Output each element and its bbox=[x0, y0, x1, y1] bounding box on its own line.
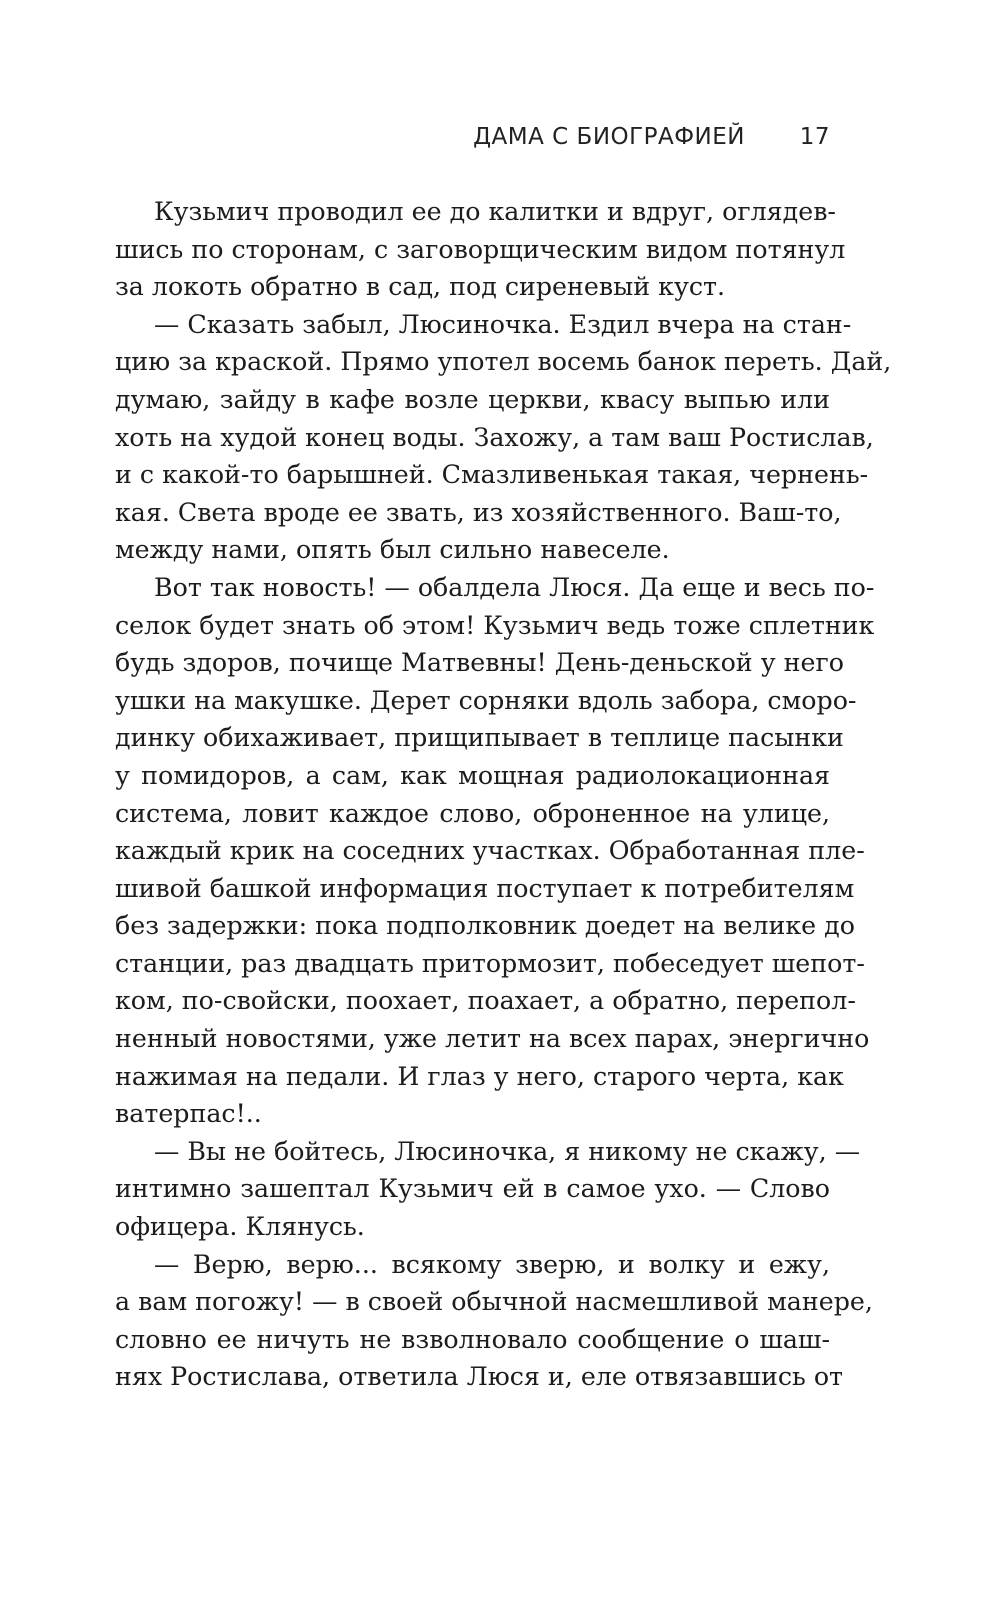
page-number: 17 bbox=[799, 124, 830, 150]
text-line: хоть на худой конец воды. Захожу, а там ваш Ростислав, bbox=[115, 422, 874, 452]
text-line: — Сказать забыл, Люсиночка. Ездил вчера на стан- bbox=[154, 309, 852, 339]
text-line: офицера. Клянусь. bbox=[115, 1212, 365, 1242]
text-line: селок будет знать об этом! Кузьмич ведь тоже сплетник bbox=[115, 610, 875, 640]
text-line: станции, раз двадцать притормозит, побеседует шепот- bbox=[115, 948, 865, 978]
text-line: ушки на макушке. Дерет сорняки вдоль забора, сморо- bbox=[115, 685, 857, 715]
text-line: ком, по-свойски, поохает, поахает, а обратно, перепол- bbox=[115, 986, 856, 1016]
running-header bbox=[115, 118, 830, 158]
text-line: система, ловит каждое слово, оброненное на улице, bbox=[115, 798, 830, 828]
text-line: между нами, опять был сильно навеселе. bbox=[115, 535, 670, 565]
text-line: каждый крик на соседних участках. Обработанная пле- bbox=[115, 836, 865, 866]
text-line: без задержки: пока подполковник доедет на велике до bbox=[115, 911, 855, 941]
running-title: ДАМА С БИОГРАФИЕЙ bbox=[473, 124, 745, 150]
text-line: интимно зашептал Кузьмич ей в самое ухо. — Слово bbox=[115, 1174, 830, 1204]
text-line: словно ее ничуть не взволновало сообщение о шаш- bbox=[115, 1324, 830, 1354]
body-text bbox=[115, 193, 892, 1396]
text-line: нях Ростислава, ответила Люся и, еле отвязавшись от bbox=[115, 1362, 844, 1392]
text-line: будь здоров, почище Матвевны! День-деньской у него bbox=[115, 648, 844, 678]
text-line: ненный новостями, уже летит на всех парах, энергично bbox=[115, 1024, 870, 1054]
text-line: динку обихаживает, прищипывает в теплице пасынки bbox=[115, 723, 844, 753]
text-line: шись по сторонам, с заговорщическим видом потянул bbox=[115, 234, 846, 264]
text-line: нажимая на педали. И глаз у него, старого черта, как bbox=[115, 1061, 844, 1091]
text-line: — Верю, верю... всякому зверю, и волку и ежу, bbox=[154, 1249, 830, 1279]
text-line: шивой башкой информация поступает к потребителям bbox=[115, 873, 855, 903]
text-line: и с какой-то барышней. Смазливенькая такая, чернень- bbox=[115, 460, 869, 490]
text-line: Вот так новость! — обалдела Люся. Да еще и весь по- bbox=[154, 572, 875, 602]
text-line: за локоть обратно в сад, под сиреневый куст. bbox=[115, 272, 726, 302]
text-line: у помидоров, а сам, как мощная радиолокационная bbox=[115, 760, 830, 790]
text-line: думаю, зайду в кафе возле церкви, квасу выпью или bbox=[115, 384, 830, 414]
text-line: кая. Света вроде ее звать, из хозяйственного. Ваш-то, bbox=[115, 497, 842, 527]
text-line: — Вы не бойтесь, Люсиночка, я никому не скажу, — bbox=[154, 1136, 861, 1166]
text-line: а вам погожу! — в своей обычной насмешливой манере, bbox=[115, 1287, 873, 1317]
text-line: цию за краской. Прямо употел восемь банок переть. Дай, bbox=[115, 347, 892, 377]
text-line: ватерпас!.. bbox=[115, 1099, 262, 1129]
text-line: Кузьмич проводил ее до калитки и вдруг, оглядев- bbox=[154, 197, 836, 226]
